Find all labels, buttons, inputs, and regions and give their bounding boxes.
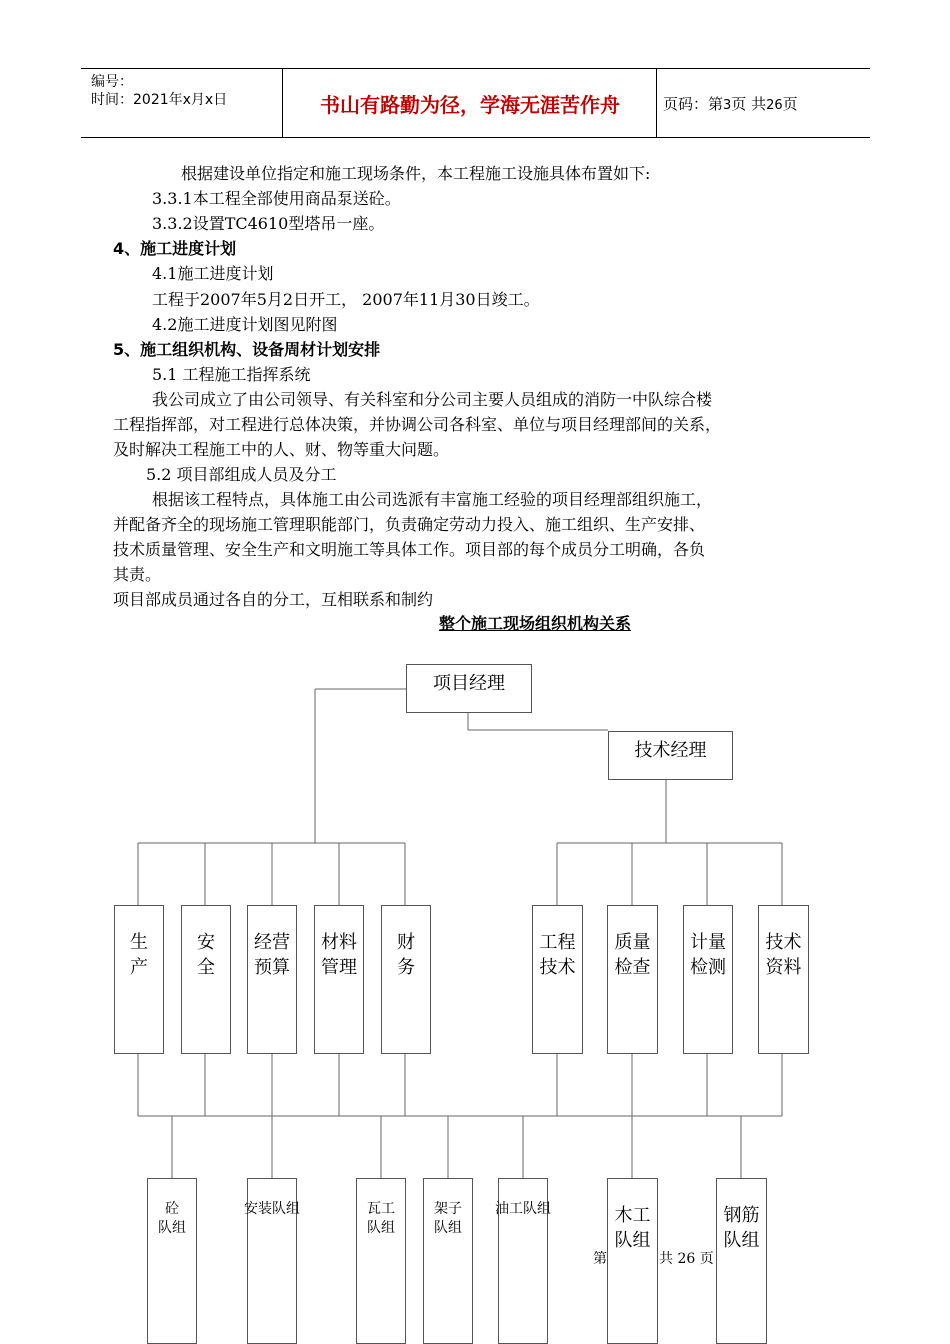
document-date: 时间：2021年x月x日 [91,92,228,108]
dept-box: 材料 管理 [314,905,364,1054]
team-box: 架子 队组 [423,1178,473,1344]
chart-title: 整个施工现场组织机构关系 [438,614,631,633]
paragraph: 3.3.2设置TC4610型塔吊一座。 [152,214,385,233]
dept-box: 工程 技术 [532,905,583,1054]
paragraph: 技术质量管理、安全生产和文明施工等具体工作。项目部的每个成员分工明确，各负 [113,540,706,559]
paragraph: 4.1施工进度计划 [152,264,274,283]
dept-box: 质量 检查 [607,905,658,1054]
paragraph: 并配备齐全的现场施工管理职能部门，负责确定劳动力投入、施工组织、生产安排、 [113,515,706,534]
dept-box: 计量 检测 [683,905,733,1054]
footer-page-total: 共 26 页 [659,1251,714,1267]
paragraph: 项目部成员通过各自的分工，互相联系和制约 [113,590,434,609]
team-box: 瓦工 队组 [356,1178,406,1344]
section-heading: 4、施工进度计划 [113,239,237,258]
dept-box: 财 务 [381,905,431,1054]
tech-manager-box: 技术经理 [608,731,733,780]
footer-page-prefix: 第 [593,1251,607,1267]
paragraph: 我公司成立了由公司领导、有关科室和分公司主要人员组成的消防一中队综合楼 [152,390,713,409]
team-box: 油工队组 [498,1178,548,1344]
team-box: 钢筋 队组 [716,1178,767,1344]
paragraph: 根据建设单位指定和施工现场条件，本工程施工设施具体布置如下: [181,164,651,183]
team-box: 木工 队组 [607,1178,658,1344]
team-box: 安装队组 [247,1178,297,1344]
section-heading: 5、施工组织机构、设备周材计划安排 [113,340,381,359]
header-page-info: 页码：第3页 共26页 [663,95,798,113]
paragraph: 工程于2007年5月2日开工， 2007年11月30日竣工。 [152,290,540,309]
dept-box: 技术 资料 [758,905,809,1054]
document-number-label: 编号： [91,74,133,90]
header-motto: 书山有路勤为径，学海无涯苦作舟 [320,93,620,117]
team-box: 砼 队组 [147,1178,197,1344]
paragraph: 3.3.1本工程全部使用商品泵送砼。 [152,189,401,208]
paragraph: 根据该工程特点，具体施工由公司选派有丰富施工经验的项目经理部组织施工， [152,490,713,509]
dept-box: 经营 预算 [247,905,297,1054]
paragraph: 其责。 [113,565,162,584]
project-manager-box: 项目经理 [406,664,532,713]
dept-box: 生 产 [114,905,164,1054]
paragraph: 5.2 项目部组成人员及分工 [146,465,337,484]
paragraph: 及时解决工程施工中的人、财、物等重大问题。 [113,440,450,459]
paragraph: 4.2施工进度计划图见附图 [152,315,338,334]
paragraph: 5.1 工程施工指挥系统 [152,365,311,384]
dept-box: 安 全 [181,905,231,1054]
paragraph: 工程指挥部，对工程进行总体决策，并协调公司各科室、单位与项目经理部间的关系， [113,415,722,434]
